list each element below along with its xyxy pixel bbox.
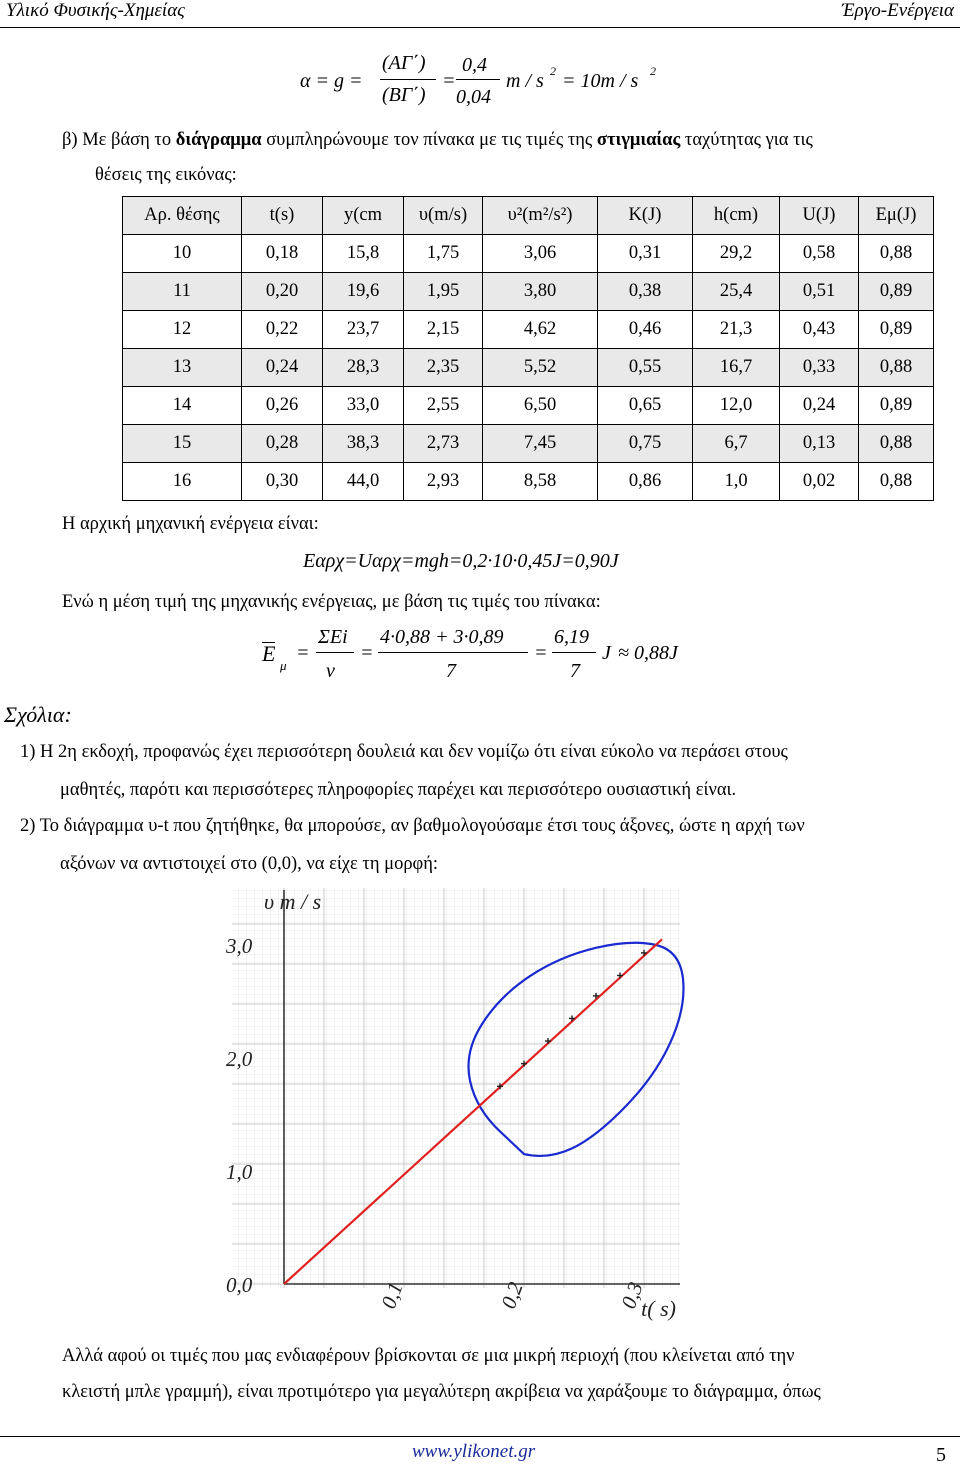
table-cell: 4,62 <box>483 311 598 349</box>
table-cell: 11 <box>123 273 242 311</box>
velocity-time-chart <box>222 882 692 1334</box>
table-row <box>123 349 934 387</box>
fraction-bar <box>380 79 436 80</box>
table-cell: 1,75 <box>404 235 483 273</box>
x-tick-label: 0,1 <box>376 1278 408 1312</box>
unit: m / s <box>506 70 544 92</box>
expr-bar <box>378 652 528 653</box>
value-numerator: 6,19 <box>554 626 589 648</box>
table-cell: 12,0 <box>693 387 780 425</box>
header-right: Έργο-Ενέργεια <box>841 0 954 21</box>
table-header-cell: Eμ(J) <box>859 197 934 235</box>
fraction-den-value: 0,04 <box>456 86 491 108</box>
header-left: Υλικό Φυσικής-Χημείας <box>6 0 185 21</box>
table-cell: 0,43 <box>780 311 859 349</box>
table-cell: 0,89 <box>859 273 934 311</box>
y-tick-label: 2,0 <box>226 1047 253 1071</box>
table-row <box>123 463 934 501</box>
table-cell: 0,58 <box>780 235 859 273</box>
unit-exponent: 2 <box>550 64 556 78</box>
chart-grid <box>232 888 680 1288</box>
x-axis-label: t( s) <box>641 1296 676 1321</box>
fraction-den-symbol: (ΒΓ΄) <box>382 84 426 106</box>
table-cell: 3,80 <box>483 273 598 311</box>
table-cell: 0,24 <box>242 349 323 387</box>
closing-line-1: Αλλά αφού οι τιμές που μας ενδιαφέρουν βρίσκονται σε μια μικρή περιοχή (που κλείνεται από την <box>62 1346 795 1366</box>
intro-line-1 <box>62 130 813 151</box>
comment-1-line-2: μαθητές, παρότι και περισσότερες πληροφορίες παρέχει και περισσότερο ουσιαστική είναι. <box>60 780 737 800</box>
approx-result: ≈ 0,88J <box>618 642 678 664</box>
table-cell: 0,88 <box>859 425 934 463</box>
initial-energy-formula: Eαρχ=Uαρχ=mgh=0,2·10·0,45J=0,90J <box>303 550 619 572</box>
value-denominator: 7 <box>570 660 580 682</box>
table-row <box>123 273 934 311</box>
table-cell: 0,86 <box>598 463 693 501</box>
x-tick-label: 0,2 <box>496 1278 528 1312</box>
comment-1-line-1: 1) Η 2η εκδοχή, προφανώς έχει περισσότερη δουλειά και δεν νομίζω ότι είναι εύκολο να περάσει στους <box>20 742 788 762</box>
header-divider <box>0 27 960 28</box>
intro-line-2: θέσεις της εικόνας: <box>95 165 237 185</box>
y-tick-label: 3,0 <box>226 934 253 958</box>
formula-lhs: α = g = <box>300 70 363 92</box>
table-cell: 2,73 <box>404 425 483 463</box>
table-cell: 0,75 <box>598 425 693 463</box>
table-cell: 15 <box>123 425 242 463</box>
table-cell: 0,89 <box>859 311 934 349</box>
table-cell: 0,38 <box>598 273 693 311</box>
expr-numerator: 4·0,88 + 3·0,89 <box>380 626 504 648</box>
table-cell: 6,7 <box>693 425 780 463</box>
sum-denominator: ν <box>326 660 335 682</box>
table-row <box>123 387 934 425</box>
table-cell: 12 <box>123 311 242 349</box>
table-cell: 0,88 <box>859 349 934 387</box>
table-header-row <box>123 197 934 235</box>
table-row <box>123 311 934 349</box>
x-tick-label: 0,3 <box>616 1278 648 1312</box>
table-cell: 0,55 <box>598 349 693 387</box>
table-cell: 0,28 <box>242 425 323 463</box>
footer-divider <box>0 1436 960 1437</box>
table-cell: 1,95 <box>404 273 483 311</box>
table-cell: 16 <box>123 463 242 501</box>
table-cell: 0,65 <box>598 387 693 425</box>
table-cell: 19,6 <box>323 273 404 311</box>
y-tick-label: 0,0 <box>226 1273 253 1297</box>
table-cell: 2,35 <box>404 349 483 387</box>
table-cell: 28,3 <box>323 349 404 387</box>
table-cell: 14 <box>123 387 242 425</box>
table-header-cell: U(J) <box>780 197 859 235</box>
table-row <box>123 235 934 273</box>
table-cell: 33,0 <box>323 387 404 425</box>
result: = 10m / s <box>562 70 639 92</box>
footer-link[interactable]: www.ylikonet.gr <box>412 1441 536 1462</box>
intro-text-mid: συμπληρώνουμε τον πίνακα με τις τιμές της <box>261 130 597 150</box>
table-header-cell: y(cm <box>323 197 404 235</box>
table-cell: 38,3 <box>323 425 404 463</box>
table-cell: 0,88 <box>859 463 934 501</box>
sum-numerator: ΣEi <box>318 626 348 648</box>
intro-text-post: ταχύτητας για τις <box>680 130 813 150</box>
table-cell: 2,15 <box>404 311 483 349</box>
intro-bold-diagram: διάγραμμα <box>175 130 262 150</box>
result-exponent: 2 <box>650 64 656 78</box>
unit-joule: J <box>602 642 611 664</box>
table-cell: 10 <box>123 235 242 273</box>
table-cell: 0,20 <box>242 273 323 311</box>
mean-energy-formula: E μ = ΣEi ν = 4·0,88 + 3·0,89 7 = 6,19 7 J ≈ 0,88J <box>262 626 678 682</box>
mean-energy-subscript: μ <box>280 658 287 673</box>
table-header-cell: t(s) <box>242 197 323 235</box>
table-row <box>123 425 934 463</box>
table-cell: 5,52 <box>483 349 598 387</box>
table-cell: 6,50 <box>483 387 598 425</box>
table-cell: 2,93 <box>404 463 483 501</box>
table-cell: 13 <box>123 349 242 387</box>
table-cell: 0,31 <box>598 235 693 273</box>
closing-line-2: κλειστή μπλε γραμμή), είναι προτιμότερο για μεγαλύτερη ακρίβεια να χαράξουμε το διάγραμμα, όπως <box>62 1382 821 1402</box>
page-number: 5 <box>936 1444 946 1466</box>
table-header-cell: K(J) <box>598 197 693 235</box>
table-cell: 0,89 <box>859 387 934 425</box>
table-cell: 0,51 <box>780 273 859 311</box>
table-cell: 0,02 <box>780 463 859 501</box>
table-cell: 7,45 <box>483 425 598 463</box>
table-cell: 25,4 <box>693 273 780 311</box>
initial-energy-label: Η αρχική μηχανική ενέργεια είναι: <box>62 514 319 534</box>
y-axis-label: υ m / s <box>264 889 322 914</box>
intro-text: β) Με βάση το <box>62 130 176 150</box>
table-header-cell: υ²(m²/s²) <box>483 197 598 235</box>
table-cell: 0,88 <box>859 235 934 273</box>
fraction-num-symbol: (ΑΓ΄) <box>382 52 426 74</box>
table-cell: 0,18 <box>242 235 323 273</box>
table-cell: 0,46 <box>598 311 693 349</box>
y-tick-label: 1,0 <box>226 1160 253 1184</box>
equals-sign: = <box>442 70 456 92</box>
table-cell: 0,26 <box>242 387 323 425</box>
table-cell: 21,3 <box>693 311 780 349</box>
table-cell: 16,7 <box>693 349 780 387</box>
table-cell: 0,13 <box>780 425 859 463</box>
comment-2-line-1: 2) Το διάγραμμα υ-t που ζητήθηκε, θα μπορούσε, αν βαθμολογούσαμε έτσι τους άξονες, ώστε η αρχή των <box>20 816 805 836</box>
table-cell: 44,0 <box>323 463 404 501</box>
table-header-cell: υ(m/s) <box>404 197 483 235</box>
value-bar <box>552 652 596 653</box>
table-cell: 0,22 <box>242 311 323 349</box>
acceleration-formula <box>300 52 680 112</box>
expr-denominator: 7 <box>446 660 456 682</box>
fraction-num-value: 0,4 <box>462 54 487 76</box>
table-header-cell: Αρ. θέσης <box>123 197 242 235</box>
table-cell: 1,0 <box>693 463 780 501</box>
intro-bold-instant: στιγμιαίας <box>596 130 681 150</box>
table-cell: 8,58 <box>483 463 598 501</box>
table-cell: 29,2 <box>693 235 780 273</box>
table-cell: 3,06 <box>483 235 598 273</box>
data-table <box>122 196 934 501</box>
mean-energy-label: Ενώ η μέση τιμή της μηχανικής ενέργειας, με βάση τις τιμές του πίνακα: <box>62 592 601 612</box>
fraction-bar-2 <box>456 79 500 80</box>
table-cell: 0,33 <box>780 349 859 387</box>
table-cell: 0,24 <box>780 387 859 425</box>
sum-bar <box>316 652 354 653</box>
comment-2-line-2: αξόνων να αντιστοιχεί στο (0,0), να είχε τη μορφή: <box>60 854 439 874</box>
table-cell: 2,55 <box>404 387 483 425</box>
table-cell: 15,8 <box>323 235 404 273</box>
mean-energy-symbol: E <box>262 641 276 666</box>
table-cell: 0,30 <box>242 463 323 501</box>
table-cell: 23,7 <box>323 311 404 349</box>
table-header-cell: h(cm) <box>693 197 780 235</box>
comments-title: Σχόλια: <box>4 702 72 727</box>
